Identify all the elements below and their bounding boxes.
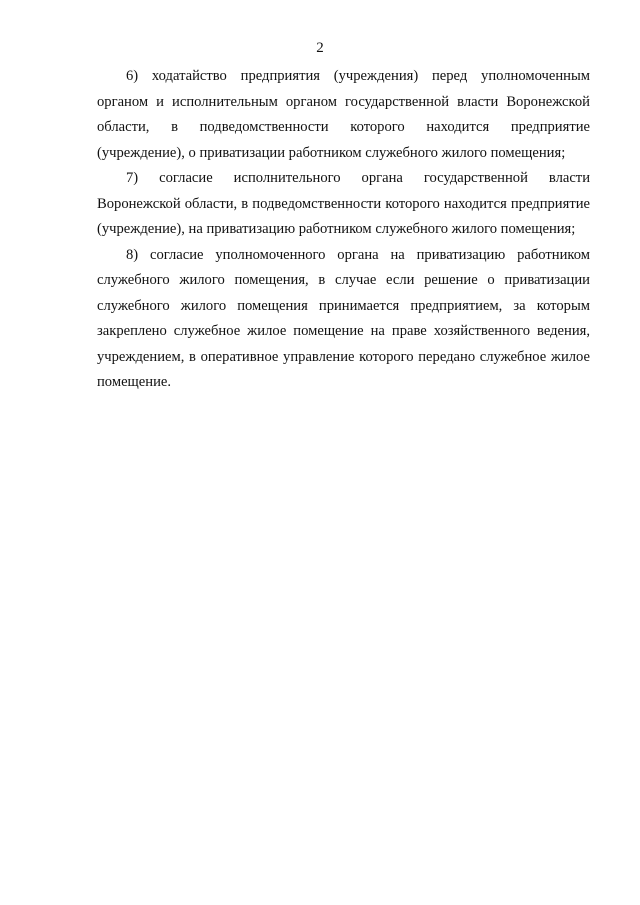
paragraph-item-7: 7) согласие исполнительного органа государственной власти Воронежской области, в подведомственности которого находится предприятие (учреждение), на приватизацию работником служебного жилого помещения; — [97, 170, 590, 237]
paragraph-item-6: 6) ходатайство предприятия (учреждения) перед уполномоченным органом и исполнительным органом государственной власти Воронежской области, в подведомственности которого находится предприятие (учреждение), о приватизации работником служебного жилого помещения; — [97, 68, 590, 161]
page-number: 2 — [316, 40, 324, 56]
paragraph-item-8: 8) согласие уполномоченного органа на приватизацию работником служебного жилого помещения, в случае если решение о приватизации служебного жилого помещения принимается предприятием, за которым закреплено служебное жилое помещение на праве хозяйственного ведения, учреждением, в оперативное управление которого передано служебное жилое помещение. — [97, 246, 590, 390]
document-body — [97, 64, 590, 396]
